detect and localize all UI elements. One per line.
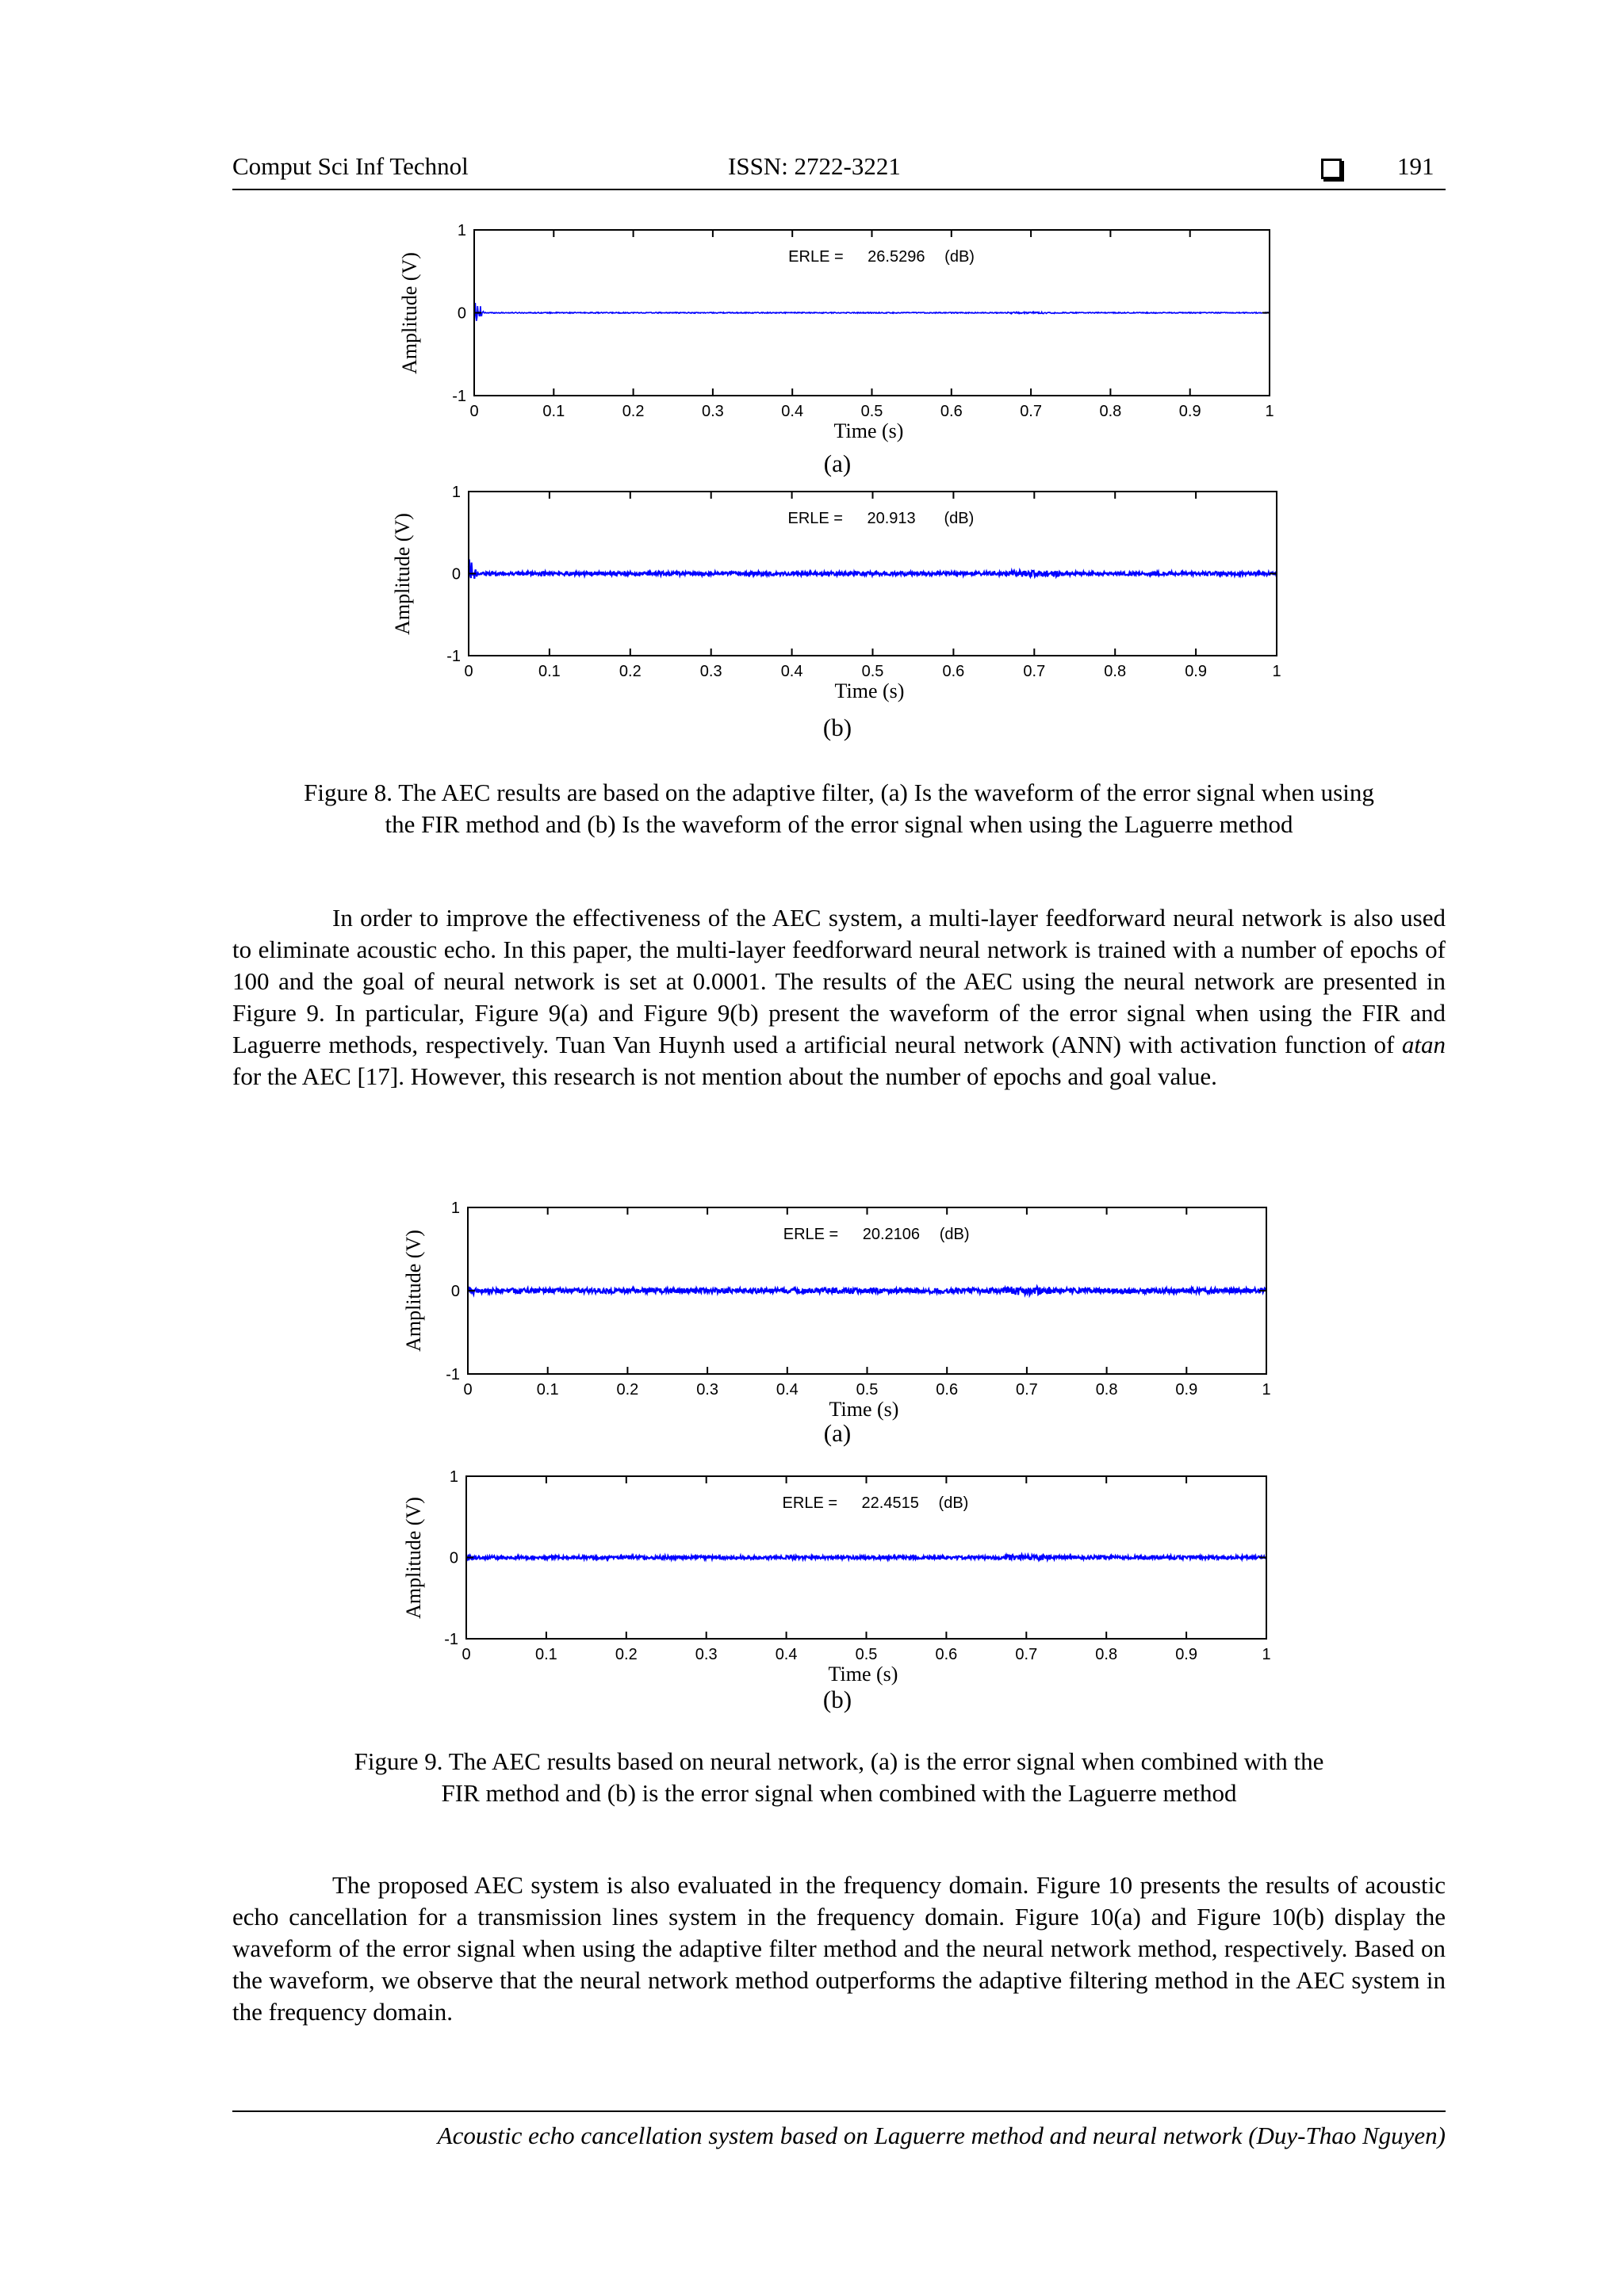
erle-prefix: ERLE =: [782, 1494, 838, 1512]
x-tick-label: 0.9: [1175, 1646, 1198, 1663]
y-axis-label: Amplitude (V): [398, 252, 421, 374]
x-tick-label: 0.4: [781, 403, 804, 420]
x-tick-label: 0.2: [622, 403, 645, 420]
journal-name: Comput Sci Inf Technol: [232, 152, 469, 180]
y-tick-label: 0: [451, 565, 461, 584]
x-tick-label: 0.1: [536, 1381, 559, 1399]
erle-unit: (dB): [939, 1226, 970, 1243]
x-tick-label: 0: [464, 663, 473, 680]
plot-frame: [469, 492, 1277, 656]
erle-prefix: ERLE =: [783, 1226, 839, 1243]
chart-fig8b: [391, 484, 1281, 702]
waveform-line: [474, 303, 1270, 324]
x-tick-label: 0.4: [776, 1381, 799, 1399]
square-icon: [1321, 155, 1342, 184]
x-tick-label: 0.6: [940, 403, 963, 420]
x-tick-label: 0.6: [942, 663, 965, 680]
figure-8-caption-line1: Figure 8. The AEC results are based on the adaptive filter, (a) Is the waveform of the error signal when using: [304, 779, 1374, 806]
figure-9-caption-line2: FIR method and (b) is the error signal when combined with the Laguerre method: [441, 1779, 1237, 1807]
x-tick-label: 0.8: [1095, 1646, 1118, 1663]
plot-frame: [474, 230, 1270, 396]
erle-unit: (dB): [944, 248, 975, 266]
page-number: 191: [1397, 152, 1434, 180]
erle-value: 20.2106: [862, 1226, 921, 1243]
x-tick-label: 0.7: [1020, 403, 1043, 420]
chart-fig9a: [402, 1200, 1271, 1421]
x-tick-label: 1: [1272, 663, 1281, 680]
paragraph-2: [232, 1869, 1446, 2028]
x-tick-label: 0.5: [860, 403, 883, 420]
erle-prefix: ERLE =: [788, 248, 844, 266]
figure-9-caption-line1: Figure 9. The AEC results based on neural network, (a) is the error signal when combined with the: [354, 1747, 1324, 1775]
x-tick-label: 0.3: [695, 1646, 718, 1663]
waveform-line: [468, 1287, 1266, 1295]
y-tick-label: 1: [450, 1200, 460, 1217]
x-axis-label: Time (s): [828, 1663, 898, 1686]
x-tick-label: 0: [462, 1646, 471, 1663]
x-tick-label: 0.6: [936, 1381, 959, 1399]
y-tick-label: 0: [450, 1283, 460, 1300]
x-tick-label: 0.7: [1023, 663, 1046, 680]
fig9a-sublabel: (a): [823, 1419, 852, 1447]
x-tick-label: 1: [1262, 1646, 1271, 1663]
header-rule: [232, 189, 1446, 190]
x-tick-label: 0.2: [616, 1381, 639, 1399]
x-tick-label: 0.1: [538, 663, 561, 680]
y-axis-label: Amplitude (V): [402, 1497, 425, 1619]
x-tick-label: 0: [463, 1381, 473, 1399]
fig9b-sublabel: (b): [822, 1686, 852, 1713]
x-tick-label: 0.8: [1095, 1381, 1118, 1399]
paragraph-1: [232, 902, 1446, 1093]
plot-frame: [468, 1207, 1266, 1374]
issn: ISSN: 2722-3221: [728, 152, 901, 180]
x-tick-label: 0.9: [1178, 403, 1201, 420]
paragraph-1-text: In order to improve the effectiveness of the AEC system, a multi-layer feedforward neural network is also used to eliminate acoustic echo. In this paper, the multi-layer feedforward neural network is trained with a number of epochs of 100 and the goal of neural network is set at 0.0001. The results of the AEC using the neural network are presented in Figure 9. In particular, Figure 9(a) and Figure 9(b) present the waveform of the error signal when using the FIR and Laguerre methods, respectively. Tuan Van Huynh used a artificial neural network (ANN) with activation function of: [232, 904, 1446, 1058]
x-tick-label: 0.1: [534, 1646, 557, 1663]
erle-unit: (dB): [944, 510, 975, 527]
fig8a-sublabel: (a): [823, 450, 852, 477]
x-tick-label: 0.9: [1185, 663, 1208, 680]
y-tick-label: -1: [452, 388, 466, 405]
y-tick-label: -1: [444, 1631, 458, 1648]
x-tick-label: 0.7: [1015, 1646, 1038, 1663]
x-tick-label: 0.6: [935, 1646, 958, 1663]
x-tick-label: 0.9: [1175, 1381, 1198, 1399]
footer-rule: [232, 2110, 1446, 2112]
erle-unit: (dB): [938, 1494, 969, 1512]
y-tick-label: -1: [446, 1366, 460, 1383]
x-axis-label: Time (s): [834, 679, 905, 702]
x-tick-label: 0.3: [696, 1381, 719, 1399]
x-tick-label: 0.2: [615, 1646, 638, 1663]
x-tick-label: 0.7: [1015, 1381, 1038, 1399]
waveform-line: [466, 1555, 1266, 1560]
x-tick-label: 0: [469, 403, 479, 420]
y-tick-label: 0: [457, 304, 466, 323]
waveform-line: [469, 560, 1277, 579]
x-tick-label: 0.1: [542, 403, 565, 420]
erle-value: 22.4515: [861, 1494, 919, 1512]
erle-value: 26.5296: [868, 248, 925, 266]
chart-fig8a: [398, 222, 1274, 442]
paragraph-2-text: The proposed AEC system is also evaluated in the frequency domain. Figure 10 presents the results of acoustic echo cancellation for a transmission lines system in the frequency domain. Figure 10(a) and Figure 10(b) display the waveform of the error signal when using the adaptive filter method and the neural network method, respectively. Based on the waveform, we observe that the neural network method outperforms the adaptive filtering method in the AEC system in the frequency domain.: [232, 1871, 1446, 2026]
x-axis-label: Time (s): [829, 1398, 899, 1421]
x-tick-label: 0.2: [619, 663, 642, 680]
chart-fig9b: [402, 1468, 1271, 1686]
x-tick-label: 1: [1265, 403, 1274, 420]
paragraph-1-end: for the AEC [17]. However, this research is not mention about the number of epochs and goal value.: [232, 1062, 1217, 1090]
x-tick-label: 0.4: [780, 663, 803, 680]
y-axis-label: Amplitude (V): [402, 1230, 425, 1352]
y-tick-label: 1: [457, 222, 466, 239]
plot-frame: [466, 1476, 1266, 1639]
fig8b-sublabel: (b): [822, 714, 852, 741]
y-tick-label: -1: [446, 648, 461, 665]
y-axis-label: Amplitude (V): [391, 513, 414, 635]
x-tick-label: 0.8: [1099, 403, 1122, 420]
erle-value: 20.913: [867, 510, 916, 527]
x-tick-label: 0.5: [856, 1381, 879, 1399]
y-tick-label: 0: [449, 1549, 458, 1567]
x-tick-label: 0.3: [699, 663, 722, 680]
figure-9-caption: [232, 1746, 1446, 1809]
x-tick-label: 0.3: [701, 403, 724, 420]
x-tick-label: 0.8: [1104, 663, 1127, 680]
x-tick-label: 0.5: [855, 1646, 878, 1663]
y-tick-label: 1: [449, 1468, 458, 1486]
x-tick-label: 1: [1262, 1381, 1271, 1399]
y-tick-label: 1: [451, 484, 461, 501]
x-tick-label: 0.5: [861, 663, 884, 680]
figure-8-caption: [232, 777, 1446, 840]
figure-8-caption-line2: the FIR method and (b) Is the waveform of the error signal when using the Laguerre method: [385, 810, 1293, 838]
erle-prefix: ERLE =: [787, 510, 843, 527]
footer-text: Acoustic echo cancellation system based on Laguerre method and neural network (Duy-Thao Nguyen): [437, 2122, 1446, 2149]
x-tick-label: 0.4: [775, 1646, 798, 1663]
x-axis-label: Time (s): [833, 419, 904, 442]
paragraph-1-italic: atan: [1401, 1031, 1446, 1058]
